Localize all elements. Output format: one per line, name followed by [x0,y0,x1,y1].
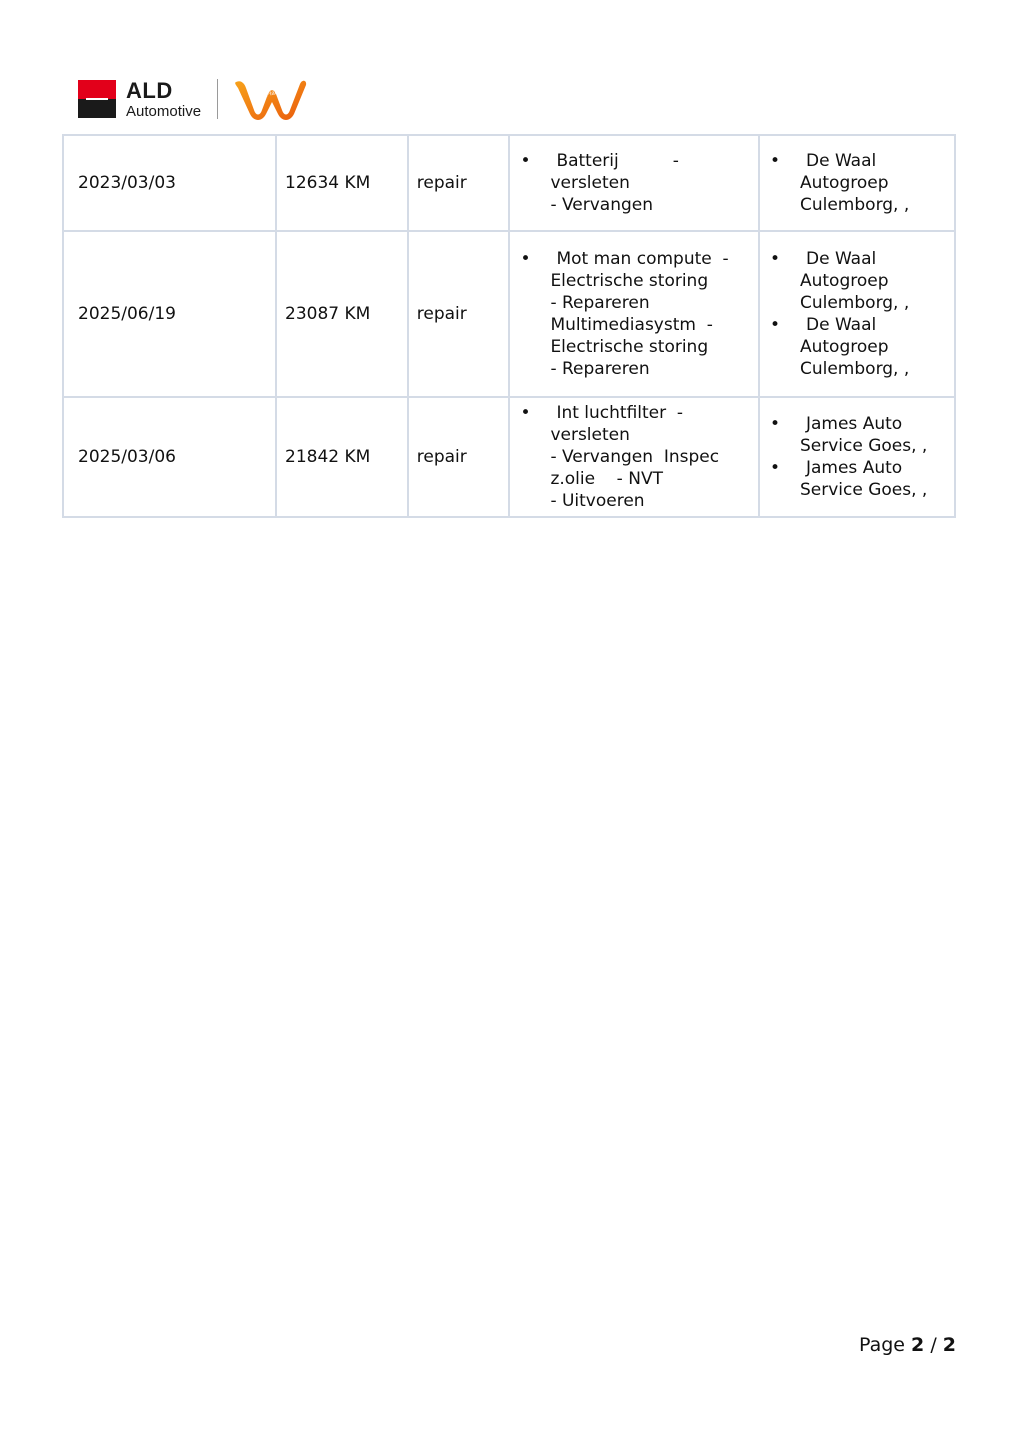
list-item-line: - Uitvoeren [550,491,645,511]
list-item-line: • James Auto [805,414,903,434]
work-description-cell-list [510,146,758,220]
list-item-line: Service Goes, , [799,436,928,456]
page-separator: / [930,1334,937,1356]
list-item-line: Culemborg, , [799,359,910,379]
type-cell: repair [408,231,510,397]
list-item-line: Culemborg, , [799,195,910,215]
list-item-line: - Vervangen [550,195,654,215]
leaseplan-logo-mark [234,76,308,122]
garage-cell [759,231,955,397]
list-item-line: Service Goes, , [799,480,928,500]
ald-logo-name: ALD [126,77,173,103]
garage-cell [759,397,955,517]
work-description-cell [509,231,759,397]
list-item-line: • De Waal [805,249,877,269]
list-item [760,413,954,457]
list-item [760,457,954,501]
date-cell: 2023/03/03 [63,135,276,231]
list-item [760,248,954,314]
list-item-line: Electrische storing [550,271,709,291]
list-item-line: • James Auto [805,458,903,478]
list-item-line: • De Waal [805,151,877,171]
ald-logo-mark [78,80,116,118]
list-item-line: - Repareren [550,359,650,379]
work-description-cell [509,397,759,517]
maintenance-history-table [62,134,956,518]
list-item [510,150,758,216]
page-label: Page [858,1334,905,1356]
list-item-line: • Batterij - [556,151,679,171]
work-description-cell-list [510,398,758,516]
mileage-cell: 23087 KM [276,231,408,397]
table-row [63,135,955,231]
document-header [78,76,308,122]
list-item-line: Autogroep [799,173,889,193]
list-item-line: • Mot man compute - [556,249,729,269]
list-item [760,314,954,380]
list-item [510,402,758,512]
list-item-line: Multimediasystm - [550,315,713,335]
list-item-line: versleten [550,425,630,445]
page-number [859,1334,956,1356]
garage-cell-list [760,411,954,503]
ald-automotive-logo [78,77,202,120]
leaseplan-logo [234,76,308,122]
list-item-line: • De Waal [805,315,877,335]
current-page: 2 [911,1334,925,1356]
garage-cell [759,135,955,231]
logo-divider [217,79,218,119]
type-cell: repair [408,397,510,517]
work-description-cell [509,135,759,231]
type-cell: repair [408,135,510,231]
table-row [63,231,955,397]
garage-cell-list [760,148,954,218]
mileage-cell: 12634 KM [276,135,408,231]
list-item [760,150,954,216]
list-item-line: - Vervangen Inspec [550,447,720,467]
leaseplan-logo-text: LeasePlan [249,89,279,103]
list-item-line: Autogroep [799,271,889,291]
ald-logo-subtitle: Automotive [126,102,202,120]
garage-cell-list [760,246,954,382]
work-description-cell-list [510,244,758,384]
list-item-line: - Repareren [550,293,650,313]
date-cell: 2025/03/06 [63,397,276,517]
mileage-cell: 21842 KM [276,397,408,517]
date-cell: 2025/06/19 [63,231,276,397]
list-item [510,248,758,380]
list-item-line: z.olie - NVT [550,469,663,489]
list-item-line: Autogroep [799,337,889,357]
table-row [63,397,955,517]
list-item-line: versleten [550,173,630,193]
list-item-line: • Int luchtfilter - [556,403,684,423]
total-pages: 2 [942,1334,956,1356]
list-item-line: Electrische storing [550,337,709,357]
list-item-line: Culemborg, , [799,293,910,313]
